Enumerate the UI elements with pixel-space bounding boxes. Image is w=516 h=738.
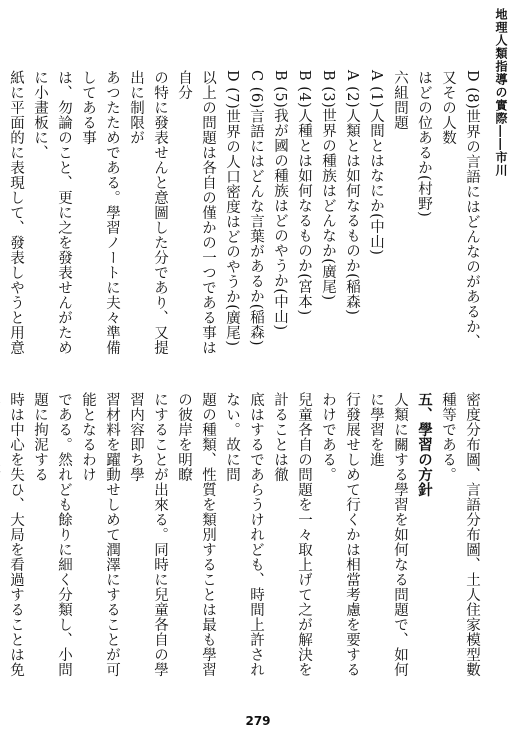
section-heading: 五、學習の方針 (416, 392, 433, 497)
text-line: B (4)人種とは如何なるものか(宮本) (296, 70, 312, 316)
text-line: 時は中心を失ひ、大局を看過することは免 (8, 392, 24, 677)
text-line: である。然れども餘りに細く分類し、小問題に拘泥する (32, 392, 72, 677)
text-line: 人類に關する學習を如何なる問題で、如何に學習を進 (368, 392, 408, 677)
text-line: は、勿論のこと、更に之を發表せんがために小畫板に、 (32, 70, 72, 355)
text-line: 紙に平面的に表現して、發表しやうと用意 (8, 70, 24, 355)
text-line: D (8)世界の言語にはどんなのがあるか、又その人数 (440, 70, 480, 350)
text-line: の特に發表せんと意圖した分であり、又提出に制限が (128, 70, 168, 355)
text-line: 六組問題 (392, 70, 408, 130)
text-line: 以上の問題は各自の僅かの一つである事は自分 (176, 70, 216, 355)
text-line: 行發展せしめて行くかは相當考慮を要するわけである。 (320, 392, 360, 677)
text-line: D (7)世界の人口密度はどのやうか(廣尾) (224, 70, 240, 347)
text-line: B (5)我が國の種族はどのやうか(中山) (272, 70, 288, 331)
text-line: B (3)世界の種族はどんなか(廣尾) (320, 70, 336, 301)
text-line: 底はするであらうけれども、時間上許されない。故に問 (224, 392, 264, 677)
text-line: あつたためである。學習ノートに夫々準備してある事 (80, 70, 120, 355)
lower-text-block (8, 392, 484, 688)
running-header: 地理人類指導の實際――市川 (494, 8, 508, 177)
text-line: A (2)人類とは如何なるものか(稲森) (344, 70, 360, 316)
text-line: 題の種類、性質を類別することは最も學習の彼岸を明瞭 (176, 392, 216, 677)
text-line: C (6)言語にはどんな言葉があるか(稲森) (248, 70, 264, 347)
text-line: にすることが出來る。同時に兒童各自の學習内容即ち學 (128, 392, 168, 677)
page-number: 279 (245, 714, 271, 728)
text-line: 習材料を躍動せしめて潤澤にすることが可能となるわけ (80, 392, 120, 677)
upper-text-block (8, 70, 484, 362)
text-line: 密度分布圖、言語分布圖、土人住家模型數種等である。 (440, 392, 480, 677)
text-line: A (1)人間とはなにか(中山) (368, 70, 384, 256)
text-line: はどの位あるか(村野) (416, 70, 432, 218)
text-line: 兒童各自の問題を一々取上げて之が解決を計ることは徹 (272, 392, 312, 677)
